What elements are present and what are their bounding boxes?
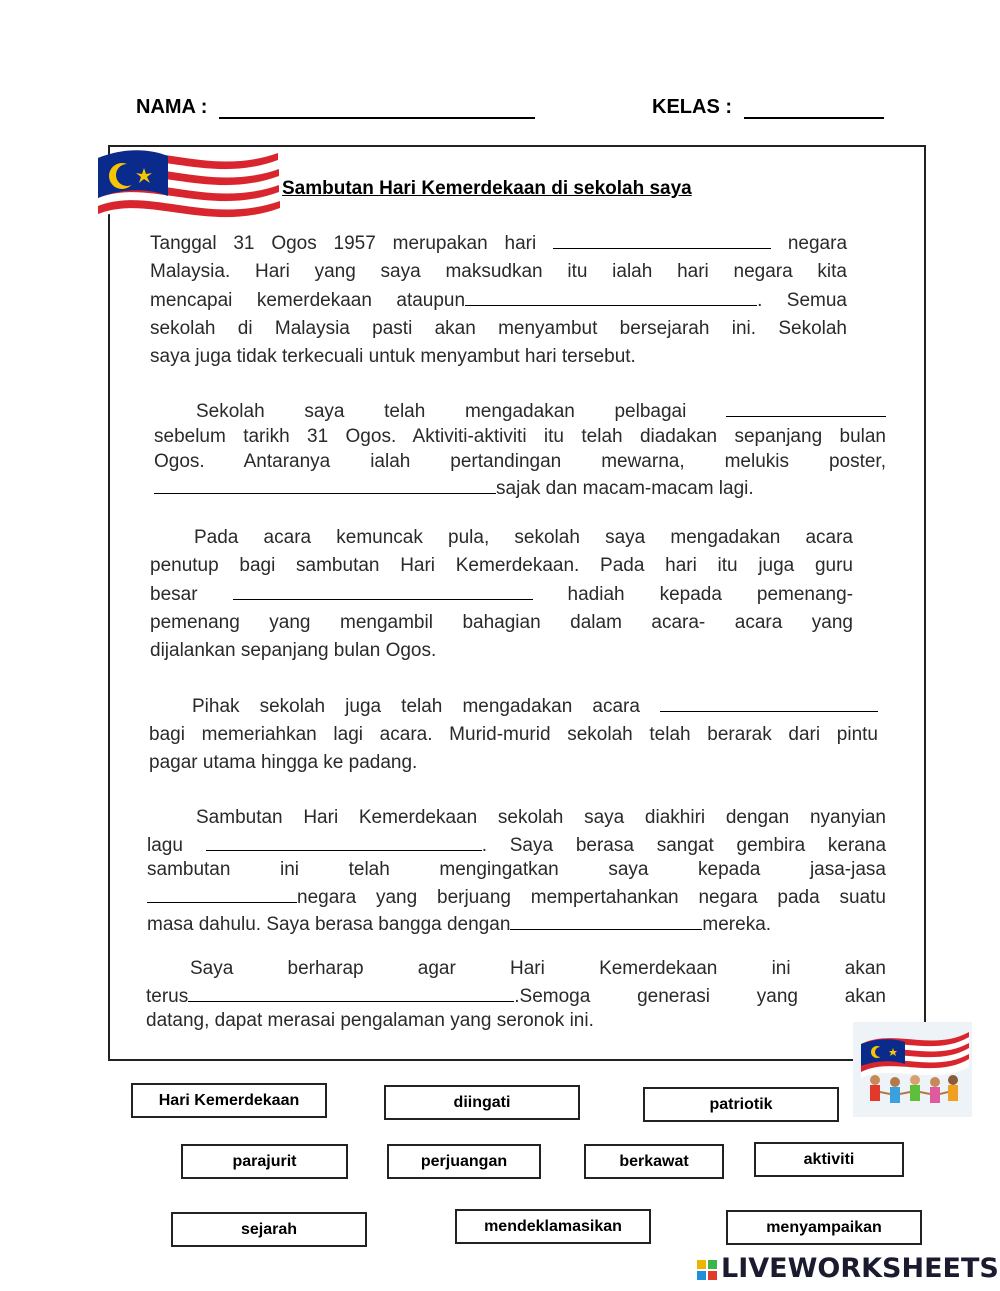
flag-children-illustration-icon: [853, 1022, 972, 1117]
word-chip-parajurit[interactable]: parajurit: [181, 1144, 348, 1179]
p5-line4: negara yang berjuang mempertahankan negara pada suatu: [297, 886, 886, 908]
p5-line5-a: masa dahulu. Saya berasa bangga dengan: [147, 914, 511, 935]
logo-blocks-icon: [697, 1260, 717, 1280]
p3-line2: penutup bagi sambutan Hari Kemerdekaan. Pada hari itu juga guru: [150, 555, 853, 576]
class-label: KELAS :: [652, 96, 732, 118]
p3-line3-a: besar: [150, 584, 198, 605]
blank-5[interactable]: [233, 580, 533, 600]
paragraph-2: [154, 397, 886, 501]
blank-1[interactable]: [553, 229, 771, 249]
p3-line1: Pada acara kemuncak pula, sekolah saya mengadakan acara: [194, 527, 853, 548]
p5-line2-a: lagu: [147, 834, 183, 856]
word-chip-patriotik[interactable]: patriotik: [643, 1087, 839, 1122]
word-chip-aktiviti[interactable]: aktiviti: [754, 1142, 904, 1177]
class-input-line[interactable]: [744, 117, 884, 119]
malaysia-flag-icon: [88, 138, 283, 238]
paragraph-5: [147, 806, 886, 938]
p3-line5: dijalankan sepanjang bulan Ogos.: [150, 640, 437, 661]
word-chip-mendeklamasikan[interactable]: mendeklamasikan: [455, 1209, 651, 1244]
paragraph-4: [149, 692, 878, 777]
blank-9[interactable]: [510, 910, 702, 930]
p6-line2-a: terus: [146, 985, 189, 1007]
p5-line5-b: mereka.: [702, 914, 772, 935]
name-label: NAMA :: [136, 96, 208, 118]
blank-8[interactable]: [147, 883, 297, 903]
word-chip-hari-kemerdekaan[interactable]: Hari Kemerdekaan: [131, 1083, 327, 1118]
p1-line3-b: . Semua: [757, 290, 847, 311]
paragraph-1: [150, 229, 847, 371]
p2-line2: sebelum tarikh 31 Ogos. Aktiviti-aktiviti itu telah diadakan sepanjang bulan: [154, 426, 886, 447]
p3-line4: pemenang yang mengambil bahagian dalam acara- acara yang: [150, 612, 853, 633]
p1-line5: saya juga tidak terkecuali untuk menyambut hari tersebut.: [150, 346, 636, 367]
p3-line3-b: hadiah kepada pemenang-: [567, 584, 854, 605]
p6-line3: datang, dapat merasai pengalaman yang seronok ini.: [146, 1010, 594, 1031]
worksheet-title: Sambutan Hari Kemerdekaan di sekolah saya: [282, 178, 692, 199]
p1-line1-a: Tanggal 31 Ogos 1957 merupakan hari: [150, 233, 537, 254]
p4-line1: Pihak sekolah juga telah mengadakan acara: [192, 696, 640, 717]
p1-line1-b: negara: [787, 233, 848, 254]
liveworksheets-logo: [697, 1253, 999, 1284]
paragraph-3: [150, 524, 853, 665]
word-chip-perjuangan[interactable]: perjuangan: [387, 1144, 541, 1179]
blank-4[interactable]: [154, 474, 496, 494]
class-field-row: [652, 96, 884, 119]
blank-7[interactable]: [206, 831, 482, 851]
p6-line2-b: .Semoga generasi yang akan: [514, 985, 886, 1007]
blank-2[interactable]: [465, 286, 757, 306]
p4-line3: pagar utama hingga ke padang.: [149, 752, 418, 773]
p6-line1: Saya berharap agar Hari Kemerdekaan ini akan: [190, 958, 886, 979]
p5-line1: Sambutan Hari Kemerdekaan sekolah saya diakhiri dengan nyanyian: [196, 807, 886, 828]
p5-line2-b: . Saya berasa sangat gembira kerana: [481, 834, 887, 856]
word-chip-sejarah[interactable]: sejarah: [171, 1212, 367, 1247]
logo-text: LIVEWORKSHEETS: [721, 1253, 999, 1284]
blank-10[interactable]: [188, 982, 514, 1002]
p2-line3: Ogos. Antaranya ialah pertandingan mewarna, melukis poster,: [154, 451, 886, 472]
p1-line4: sekolah di Malaysia pasti akan menyambut bersejarah ini. Sekolah: [150, 318, 847, 339]
name-input-line[interactable]: [219, 117, 535, 119]
p5-line3: sambutan ini telah mengingatkan saya kepada jasa-jasa: [147, 859, 886, 880]
p1-line2: Malaysia. Hari yang saya maksudkan itu ialah hari negara kita: [150, 261, 847, 282]
p2-line4: sajak dan macam-macam lagi.: [496, 478, 754, 499]
p4-line2: bagi memeriahkan lagi acara. Murid-murid sekolah telah berarak dari pintu: [149, 724, 878, 745]
word-chip-menyampaikan[interactable]: menyampaikan: [726, 1210, 922, 1245]
p1-line3-a: mencapai kemerdekaan ataupun: [150, 290, 466, 311]
p2-line1: Sekolah saya telah mengadakan pelbagai: [196, 401, 687, 422]
blank-3[interactable]: [726, 397, 886, 417]
name-field-row: [136, 96, 535, 119]
paragraph-6: [146, 957, 886, 1034]
word-chip-berkawat[interactable]: berkawat: [584, 1144, 724, 1179]
blank-6[interactable]: [660, 692, 878, 712]
word-chip-diingati[interactable]: diingati: [384, 1085, 580, 1120]
